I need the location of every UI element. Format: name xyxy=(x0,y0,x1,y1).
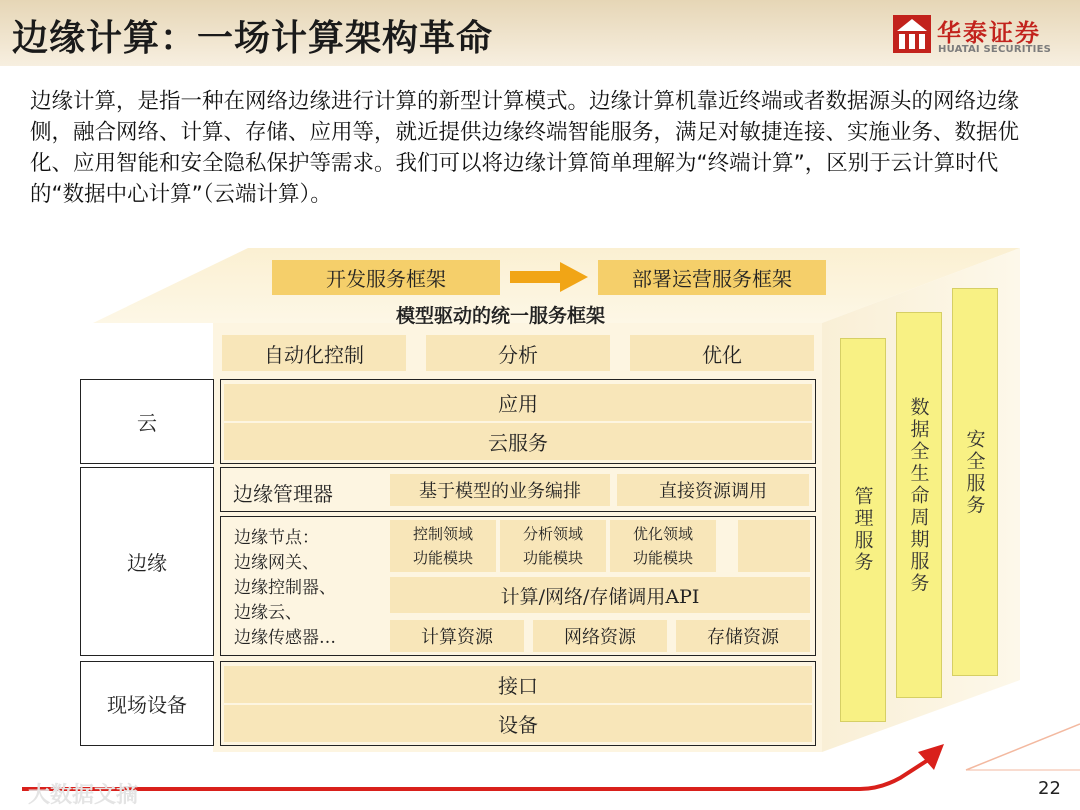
module-line2: 功能模块 xyxy=(412,549,473,567)
module-line2: 功能模块 xyxy=(522,549,583,567)
field-label: 现场设备 xyxy=(107,693,187,717)
direct-call-box xyxy=(617,474,809,506)
edge-node-line: 边缘传感器… xyxy=(234,628,336,648)
cloud-service-label: 云服务 xyxy=(488,431,548,455)
edge-label-box xyxy=(80,467,214,656)
module-filler-box xyxy=(738,520,810,572)
logo-text-en: HUATAI SECURITIES xyxy=(938,44,1052,55)
unified-framework-label: 模型驱动的统一服务框架 xyxy=(396,305,606,327)
dev-framework-label: 开发服务框架 xyxy=(326,267,446,291)
optimization-label: 优化 xyxy=(702,342,742,367)
analysis-label: 分析 xyxy=(498,342,538,367)
interface-label: 接口 xyxy=(498,674,538,698)
module-line1: 优化领域 xyxy=(632,525,693,543)
compute-resource-box xyxy=(390,620,524,652)
automation-control-label: 自动化控制 xyxy=(264,342,364,367)
compute-resource-label: 计算资源 xyxy=(421,627,493,648)
automation-control-box xyxy=(222,335,406,371)
network-resource-label: 网络资源 xyxy=(564,627,636,648)
watermark: 大数据文摘 xyxy=(28,783,139,808)
control-module-box xyxy=(390,520,496,572)
device-label: 设备 xyxy=(498,713,538,737)
data-lifecycle-service-label: 数据全生命周期服务 xyxy=(907,397,930,595)
cloud-label-box xyxy=(80,379,214,464)
edge-node-line: 边缘节点： xyxy=(234,528,319,548)
edge-node-line: 边缘云、 xyxy=(234,603,302,623)
intro-paragraph: 边缘计算，是指一种在网络边缘进行计算的新型计算模式。边缘计算机靠近终端或者数据源头的网络边缘侧，融合网络、计算、存储、应用等，就近提供边缘终端智能服务，满足对敏捷连接、实施业务、数据优化、应用智能和安全隐私保护等需求。我们可以将边缘计算简单理解为“终端计算”，区别于云计算时代的“数据中心计算”（云端计算）。 xyxy=(30,89,1020,207)
module-line1: 分析领域 xyxy=(522,525,583,543)
edge-node-list xyxy=(234,526,336,651)
orchestration-label: 基于模型的业务编排 xyxy=(419,481,581,502)
api-box xyxy=(390,577,810,613)
optimization-box xyxy=(630,335,814,371)
storage-resource-box xyxy=(676,620,810,652)
management-service-label: 管理服务 xyxy=(851,486,874,574)
field-label-box xyxy=(80,661,214,746)
deploy-framework-box xyxy=(598,260,826,295)
storage-resource-label: 存储资源 xyxy=(707,627,779,648)
orchestration-box xyxy=(390,474,610,506)
data-lifecycle-service-panel xyxy=(896,312,942,698)
analysis-module-box xyxy=(500,520,606,572)
optimization-module-box xyxy=(610,520,716,572)
management-service-panel xyxy=(840,338,886,722)
dev-framework-box xyxy=(272,260,500,295)
edge-node-line: 边缘控制器、 xyxy=(234,578,336,598)
direct-call-label: 直接资源调用 xyxy=(659,481,767,502)
application-row xyxy=(224,384,812,421)
logo-text-cn: 华泰证券 xyxy=(937,19,1041,47)
edge-node-line: 边缘网关、 xyxy=(234,553,319,573)
api-label: 计算/网络/存储调用API xyxy=(500,585,700,608)
cloud-service-row xyxy=(224,423,812,460)
deploy-framework-label: 部署运营服务框架 xyxy=(632,267,792,291)
device-row xyxy=(224,705,812,742)
network-resource-box xyxy=(533,620,667,652)
page-number: 22 xyxy=(1038,778,1061,799)
arrow-right-icon xyxy=(510,262,588,292)
security-service-panel xyxy=(952,288,998,676)
interface-row xyxy=(224,666,812,703)
module-line2: 功能模块 xyxy=(632,549,693,567)
edge-label: 边缘 xyxy=(127,551,167,575)
application-label: 应用 xyxy=(498,392,538,416)
trend-arrow-icon xyxy=(22,760,928,789)
analysis-box xyxy=(426,335,610,371)
page-title: 边缘计算：一场计算架构革命 xyxy=(12,18,494,59)
cloud-label: 云 xyxy=(137,411,157,435)
module-line1: 控制领域 xyxy=(412,525,473,543)
edge-manager-label: 边缘管理器 xyxy=(233,482,333,506)
security-service-label: 安全服务 xyxy=(963,429,986,517)
